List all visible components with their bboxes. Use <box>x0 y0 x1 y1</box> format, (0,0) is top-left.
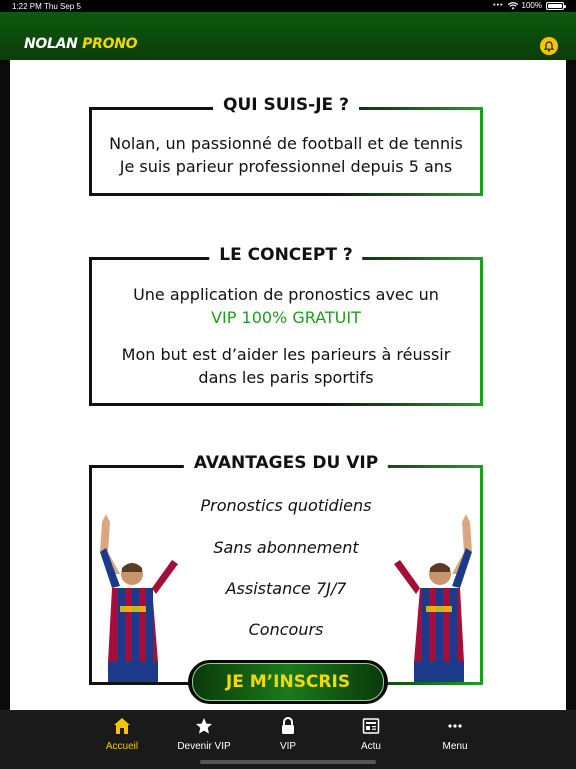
vip-card <box>89 453 483 685</box>
concept-line-4: dans les paris sportifs <box>198 368 374 387</box>
concept-vip-highlight: VIP 100% GRATUIT <box>211 308 361 327</box>
vip-feature-4: Concours <box>248 620 324 639</box>
signup-button-label: JE M’INSCRIS <box>192 663 384 701</box>
tab-actu-label: Actu <box>360 741 381 752</box>
about-card <box>89 95 483 196</box>
main-content <box>10 60 566 710</box>
vip-feature-1: Pronostics quotidiens <box>200 496 372 515</box>
battery-icon <box>546 2 564 10</box>
tab-accueil-label: Accueil <box>105 741 139 752</box>
home-indicator[interactable] <box>200 760 376 764</box>
logo-part-nolan: NOLAN <box>24 36 78 52</box>
concept-line-1: Une application de pronostics avec un <box>133 285 439 304</box>
logo-part-prono: PRONO <box>82 36 138 52</box>
more-icon <box>446 717 464 735</box>
battery-percent: 100% <box>521 1 542 10</box>
multitasking-dots-icon: ••• <box>493 2 504 9</box>
app-header <box>0 12 576 60</box>
bell-icon <box>544 41 554 52</box>
tab-vip-label: VIP <box>279 741 297 752</box>
app-logo <box>24 36 137 52</box>
signup-button[interactable] <box>188 660 388 704</box>
concept-body <box>92 260 480 389</box>
about-line-2: Je suis parieur professionnel depuis 5 ans <box>119 157 453 176</box>
concept-title: LE CONCEPT ? <box>209 245 362 265</box>
tab-vip[interactable] <box>248 715 328 752</box>
newspaper-icon <box>362 717 380 735</box>
vip-feature-2: Sans abonnement <box>213 538 359 557</box>
vip-feature-3: Assistance 7J/7 <box>225 579 347 598</box>
about-body <box>92 110 480 178</box>
status-bar <box>0 0 576 12</box>
concept-line-3: Mon but est d’aider les parieurs à réussir <box>121 345 451 364</box>
lock-icon <box>280 717 296 735</box>
tab-devenir-vip[interactable] <box>164 715 244 752</box>
status-right <box>493 1 564 10</box>
concept-card <box>89 245 483 406</box>
tab-actu[interactable] <box>331 715 411 752</box>
wifi-icon <box>508 2 518 10</box>
notification-bell-button[interactable] <box>540 37 558 55</box>
tab-devenir-vip-label: Devenir VIP <box>177 741 231 752</box>
about-title: QUI SUIS-JE ? <box>213 95 359 115</box>
tab-accueil[interactable] <box>82 715 162 752</box>
tab-menu-label: Menu <box>442 741 468 752</box>
vip-title: AVANTAGES DU VIP <box>184 453 388 473</box>
status-time: 1:22 PM <box>12 2 42 11</box>
home-icon <box>113 717 131 735</box>
status-date: Thu Sep 5 <box>44 2 81 11</box>
star-icon <box>195 717 213 735</box>
tab-menu[interactable] <box>415 715 495 752</box>
about-line-1: Nolan, un passionné de football et de tennis <box>109 134 463 153</box>
